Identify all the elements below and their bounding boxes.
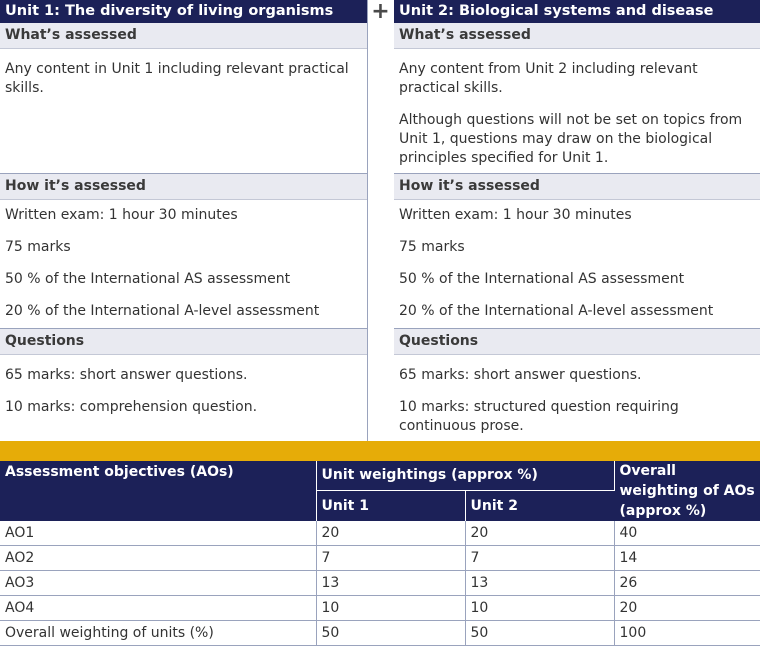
section-text: 10 marks: comprehension question.	[5, 399, 258, 415]
unit-1-value: 50	[316, 621, 465, 646]
unit-2-value: 50	[465, 621, 614, 646]
section-heading: What’s assessed	[394, 23, 760, 49]
section-heading: Questions	[0, 329, 367, 355]
section-text: 10 marks: structured question requiring continuous prose.	[399, 399, 679, 434]
section-text: Any content from Unit 2 including relevant practical skills.	[399, 61, 698, 96]
unit-2-whats-assessed	[394, 23, 760, 174]
section-text: 20 % of the International A-level assessment	[399, 303, 714, 319]
row-label: AO3	[0, 571, 316, 596]
unit-1-value: 13	[316, 571, 465, 596]
section-text: 75 marks	[5, 239, 71, 255]
header-unit-weightings: Unit weightings (approx %)	[316, 461, 614, 490]
row-label: AO2	[0, 546, 316, 571]
unit-1-value: 20	[316, 521, 465, 546]
overall-value: 40	[614, 521, 760, 546]
section-heading: How it’s assessed	[0, 174, 367, 200]
table-row	[0, 596, 760, 621]
header-unit-2: Unit 2	[465, 490, 614, 521]
section-text: Any content in Unit 1 including relevant practical skills.	[5, 61, 349, 96]
section-heading: Questions	[394, 329, 760, 355]
header-objectives: Assessment objectives (AOs)	[0, 461, 316, 521]
unit-2-title: Unit 2: Biological systems and disease	[394, 0, 760, 23]
row-label: AO1	[0, 521, 316, 546]
header-unit-1: Unit 1	[316, 490, 465, 521]
unit-1-value: 7	[316, 546, 465, 571]
section-heading: What’s assessed	[0, 23, 367, 49]
unit-2-questions	[394, 329, 760, 441]
section-text: 65 marks: short answer questions.	[5, 367, 248, 383]
unit-2-value: 10	[465, 596, 614, 621]
plus-icon: +	[371, 0, 390, 24]
row-label: AO4	[0, 596, 316, 621]
table-row	[0, 621, 760, 646]
unit-1-whats-assessed	[0, 23, 367, 174]
unit-1-how-assessed	[0, 174, 367, 329]
overall-value: 26	[614, 571, 760, 596]
section-heading: How it’s assessed	[394, 174, 760, 200]
unit-2-value: 7	[465, 546, 614, 571]
section-text: 50 % of the International AS assessment	[399, 271, 685, 287]
overall-value: 20	[614, 596, 760, 621]
unit-1-panel	[0, 0, 368, 441]
unit-1-questions	[0, 329, 367, 441]
assessment-objectives-table	[0, 461, 760, 646]
header-overall-weighting: Overall weighting of AOs (approx %)	[614, 461, 760, 521]
section-text: 65 marks: short answer questions.	[399, 367, 642, 383]
unit-2-value: 13	[465, 571, 614, 596]
section-text: Although questions will not be set on topics from Unit 1, questions may draw on the biological principles specified for Unit 1.	[399, 112, 743, 166]
section-text: 75 marks	[399, 239, 465, 255]
unit-2-value: 20	[465, 521, 614, 546]
section-text: 50 % of the International AS assessment	[5, 271, 291, 287]
section-text: Written exam: 1 hour 30 minutes	[5, 207, 238, 223]
table-row	[0, 521, 760, 546]
row-label: Overall weighting of units (%)	[0, 621, 316, 646]
gold-divider-band	[0, 441, 760, 461]
section-text: 20 % of the International A-level assessment	[5, 303, 320, 319]
overall-value: 14	[614, 546, 760, 571]
table-row	[0, 571, 760, 596]
unit-1-title: Unit 1: The diversity of living organisms	[0, 0, 367, 23]
unit-2-panel	[394, 0, 760, 441]
unit-1-value: 10	[316, 596, 465, 621]
section-text: Written exam: 1 hour 30 minutes	[399, 207, 632, 223]
overall-value: 100	[614, 621, 760, 646]
unit-2-how-assessed	[394, 174, 760, 329]
table-row	[0, 546, 760, 571]
